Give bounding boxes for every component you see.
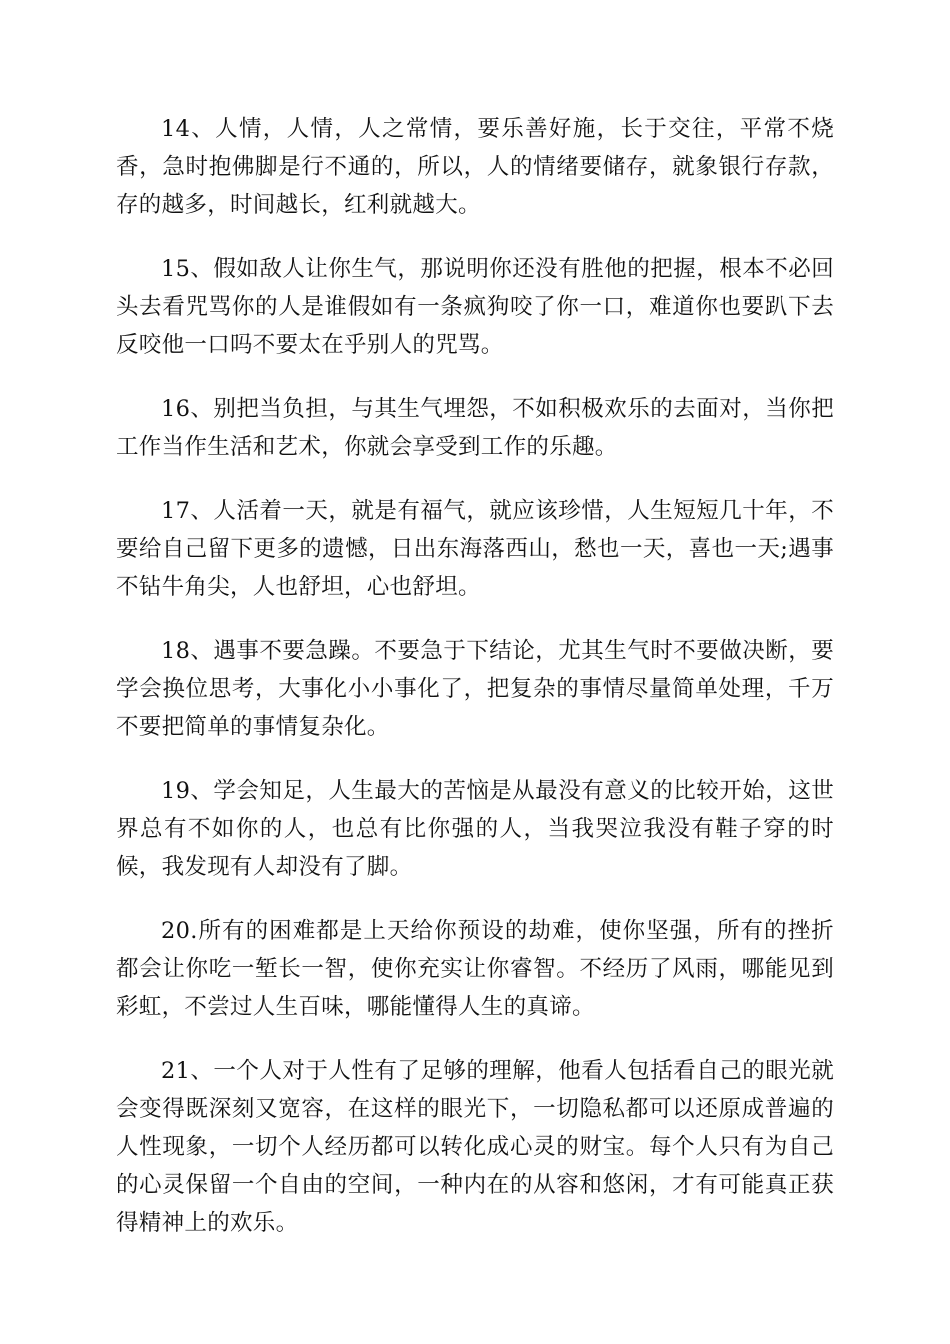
paragraph-14: 14、人情，人情，人之常情，要乐善好施，长于交往，平常不烧香，急时抱佛脚是行不通的，所以，人的情绪要储存，就象银行存款，存的越多，时间越长，红利就越大。 [116,116,834,218]
paragraph-19: 19、学会知足，人生最大的苦恼是从最没有意义的比较开始，这世界总有不如你的人，也总有比你强的人，当我哭泣我没有鞋子穿的时候，我发现有人却没有了脚。 [116,778,834,880]
paragraph-18: 18、遇事不要急躁。不要急于下结论，尤其生气时不要做决断，要学会换位思考，大事化小小事化了，把复杂的事情尽量简单处理，千万不要把简单的事情复杂化。 [116,638,834,740]
paragraph-15: 15、假如敌人让你生气，那说明你还没有胜他的把握，根本不必回头去看咒骂你的人是谁假如有一条疯狗咬了你一口，难道你也要趴下去反咬他一口吗不要太在乎别人的咒骂。 [116,256,834,358]
paragraph-20: 20.所有的困难都是上天给你预设的劫难，使你坚强，所有的挫折都会让你吃一堑长一智，使你充实让你睿智。不经历了风雨，哪能见到彩虹，不尝过人生百味，哪能懂得人生的真谛。 [116,918,834,1020]
paragraph-21: 21、一个人对于人性有了足够的理解，他看人包括看自己的眼光就会变得既深刻又宽容，在这样的眼光下，一切隐私都可以还原成普遍的人性现象，一切个人经历都可以转化成心灵的财宝。每个人只有为自己的心灵保留一个自由的空间，一种内在的从容和悠闲，才有可能真正获得精神上的欢乐。 [116,1058,834,1236]
document-page [116,110,834,1268]
paragraph-16: 16、别把当负担，与其生气埋怨，不如积极欢乐的去面对，当你把工作当作生活和艺术，你就会享受到工作的乐趣。 [116,396,834,460]
paragraph-17: 17、人活着一天，就是有福气，就应该珍惜，人生短短几十年，不要给自己留下更多的遗憾，日出东海落西山，愁也一天，喜也一天;遇事不钻牛角尖，人也舒坦，心也舒坦。 [116,498,834,600]
